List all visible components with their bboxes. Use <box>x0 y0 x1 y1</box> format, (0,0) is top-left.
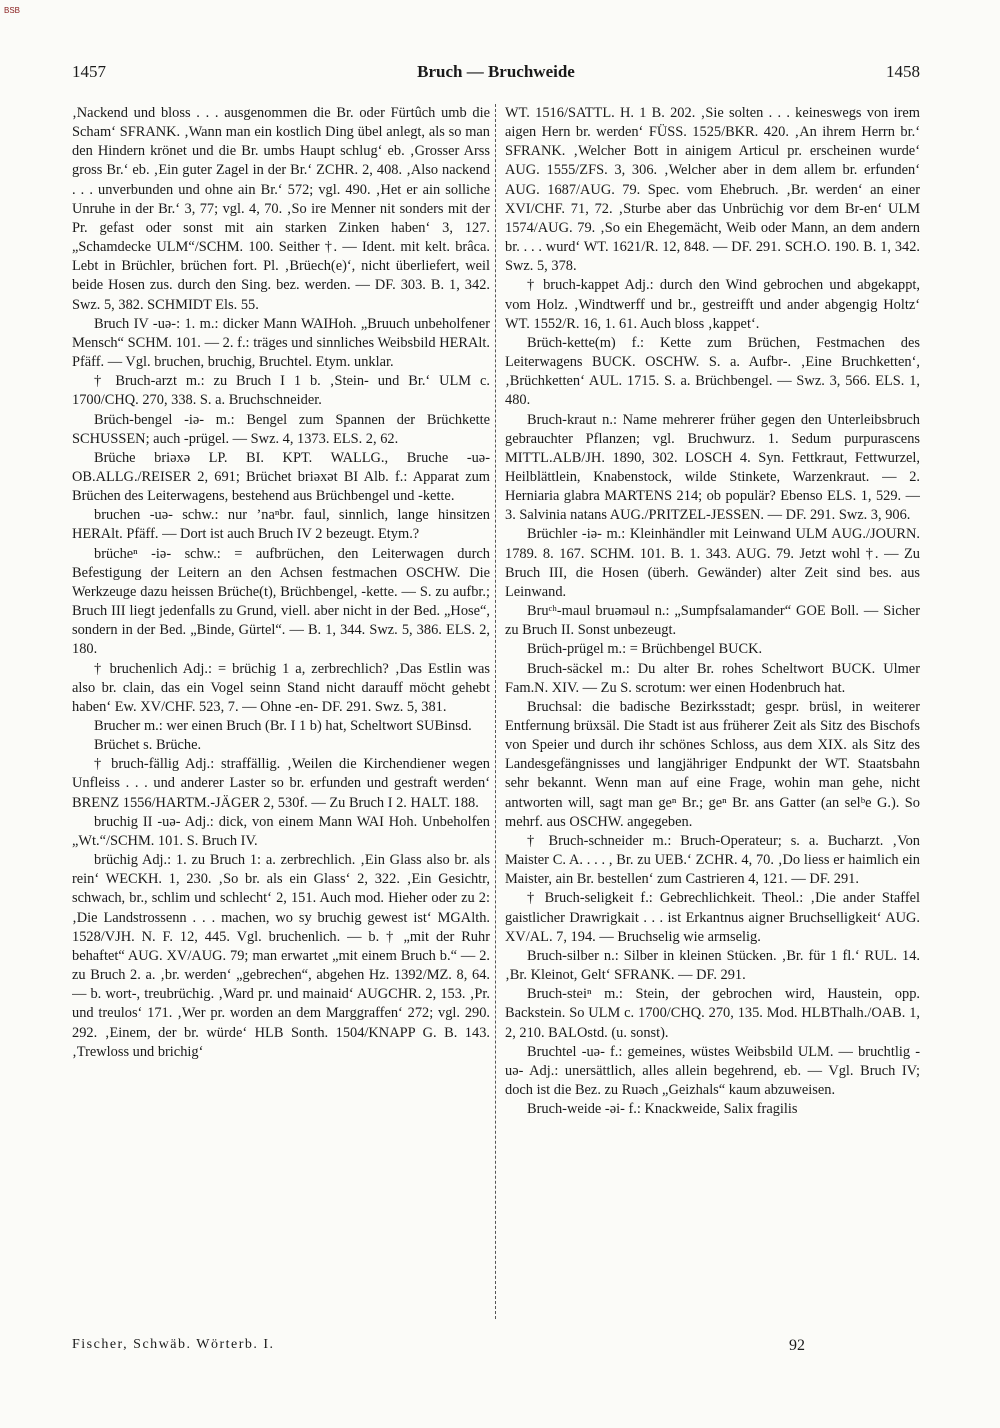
dictionary-entry: Bruch-steiⁿ m.: Stein, der gebrochen wird, Haustein, opp. Backstein. So ULM c. 1700/CHQ. 270, 135. Mod. HLBThalh./OAB. 1, 2, 210. BALOstd. (u. sonst). <box>505 986 920 1041</box>
library-stamp: BSB <box>4 6 21 15</box>
dictionary-entry: † Bruch-seligkeit f.: Gebrechlichkeit. Theol.: ‚Die ander Staffel gaistlicher Drawrigkait . . . ist Erkantnus aigner Bruchselligkeit‘ AUG. XV/AL. 7, 194. — Bruchselig wie armselig. <box>505 890 920 945</box>
dictionary-entry: † bruch-kappet Adj.: durch den Wind gebrochen und abgekappt, vom Holz. ‚Windtwerff und br., gestreifft und ander abgengig Holtz‘ WT. 1552/R. 16, 1. 61. Auch bloss ‚kappet‘. <box>505 277 920 332</box>
dictionary-entry: Bruch IV -uə-: 1. m.: dicker Mann WAIHoh. „Bruuch unbeholfener Mensch“ SCHM. 101. — 2. f.: träges und sinnliches Weibsbild HERAlt. Pfäff. — Vgl. bruchen, bruchig, Bruchtel. Etym. unklar. <box>72 315 490 371</box>
dictionary-entry: † bruchenlich Adj.: = brüchig 1 a, zerbrechlich? ‚Das Estlin was also br. clain, das ein Vogel seinn Stand nicht darauff möcht gehebt haben‘ Ew. XV/CHF. 523, 7. — Ohne -en- DF. 291. Swz. 5, 381. <box>72 660 490 715</box>
dictionary-entry: Brüchler -iə- m.: Kleinhändler mit Leinwand ULM AUG./JOURN. 1789. 8. 167. SCHM. 101. B. 1. 343. AUG. 79. Jetzt wohl †. — Zu Bruch III, die Hosen (überh. Gewänder) alter Zeit sind bes. aus Leinwand. <box>505 526 920 600</box>
dictionary-entry: Bruch-weide -əi- f.: Knackweide, Salix fragilis <box>527 1101 798 1118</box>
page-number-right: 1458 <box>886 62 920 81</box>
dictionary-entry: Bruchtel -uə- f.: gemeines, wüstes Weibsbild ULM. — bruchtlig -uə- Adj.: unersättlich, alles allein begehrend, eb. — Vgl. Bruch IV; doch ist die Bez. zu Ruəch „Geizhals“ kaum abzuweisen. <box>505 1043 920 1098</box>
dictionary-entry: † bruch-fällig Adj.: straffällig. ‚Weilen die Kirchendiener wegen Unfleiss . . . und anderer Laster so br. erfunden und gestraft werden‘ BRENZ 1556/HARTM.-JÄGER 2, 530f. — Zu Bruch I 2. HALT. 188. <box>72 756 490 811</box>
page-number-left: 1457 <box>72 62 106 81</box>
dictionary-entry: WT. 1516/SATTL. H. 1 B. 202. ‚Sie solten . . . keineswegs von irem aigen Hern br. werden‘ FÜSS. 1525/BKR. 420. ‚An ihrem Herrn br.‘ SFRANK. ‚Welcher Bott in ainigem Articul pr. erscheinen wurde‘ AUG. 1555/ZFS. 3, 306. ‚Welcher aber in dem allem br. erfunden‘ AUG. 1687/AUG. 79. Spec. vom Ehebruch. ‚Br. werden‘ an einer XVI/CHF. 71, 72. ‚Sturbe aber das Unbrüchig vor dem Br-en‘ ULM 1574/AUG. 79. ‚So ein Ehegemächt, Weib oder Mann, an dem andern br. . . . wurd‘ WT. 1621/R. 12, 848. — DF. 291. SCH.O. 190. B. 1, 342. Swz. 5, 378. <box>505 105 920 275</box>
dictionary-entry: Bruchsal: die badische Bezirksstadt; gespr. brüsl, in weiterer Entfernung brüxsäl. Die Stadt ist aus früherer Zeit als Sitz des Bischofs von Speier und durch ihr schönes Schloss, aus dem XIX. als Sitz des Landesgefängnisses und langjähriger Endpunkt der WT. Staatsbahn sehr bekannt. Wenn man auf eine Frage, wohin man gehe, nicht antworten will, sagt man geⁿ Br.; geⁿ Br. ans Gatter (an selᵇe G.). So mehrf. aus OSCHW. angegeben. <box>505 698 920 830</box>
dictionary-entry: bruchig II -uə- Adj.: dick, von einem Mann WAI Hoh. Unbeholfen „Wt.“/SCHM. 101. S. Bruch IV. <box>72 813 490 849</box>
dictionary-entry: Bruch-säckel m.: Du alter Br. rohes Scheltwort BUCK. Ulmer Fam.N. XIV. — Zu S. scrotum: wer einen Hodenbruch hat. <box>505 660 920 696</box>
dictionary-entry: ‚Nackend und bloss . . . ausgenommen die Br. oder Fürtûch umb die Scham‘ SFRANK. ‚Wann man ein kostlich Ding übel anlegt, als so man den Hindern krönet und die Br. umbs Haupt schlug‘ eb. ‚Grosser Arss gross Br.‘ eb. ‚Ein guter Zagel in der Br.‘ ZCHR. 2, 408. ‚Also nackend . . . unverbunden und ohne ain Br.‘ 572; vgl. 490. ‚Het er ain solliche Unruhe in der Br.‘ 3, 77; vgl. 4, 70. ‚So ire Menner nit sonders mit der Pr. gefast oder sonst mit ain starken Zinken haben‘ 3, 127. „Schamdecke ULM“/SCHM. 100. Seither †. — Ident. mit kelt. brâca. Lebt in Brüchler, brüchen fort. Pl. ‚Brüech(e)‘, nicht überliefert, weil beide Hosen zus. durch den Sing. bez. werden. — DF. 303. B. 1, 342. Swz. 5, 382. SCHMIDT Els. 55. <box>72 105 490 313</box>
sheet-number: 92 <box>789 1337 805 1354</box>
dictionary-entry: Brüch-kette(m) f.: Kette zum Brüchen, Festmachen des Leiterwagens BUCK. OSCHW. S. a. Aufbr-. ‚Eine Bruchketten‘, ‚Brüchketten‘ AUL. 1715. S. a. Brüchbengel. — Swz. 3, 566. ELS. 1, 480. <box>505 334 920 409</box>
dictionary-entry: Bruch-silber n.: Silber in kleinen Stücken. ‚Br. für 1 fl.‘ RUL. 14. ‚Br. Kleinot, Gelt‘ SFRANK. — DF. 291. <box>505 947 920 984</box>
dictionary-entry: bruchen -uə- schw.: nur ’naⁿbr. faul, sinnlich, lange hinsitzen HERAlt. Pfäff. — Dort ist auch Bruch IV 2 bezeugt. Etym.? <box>72 507 490 543</box>
dictionary-entry: Brüch-bengel -iə- m.: Bengel zum Spannen der Brüchkette SCHUSSEN; auch -prügel. — Swz. 4, 1373. ELS. 2, 62. <box>72 411 490 447</box>
page-header <box>72 62 920 84</box>
dictionary-entry: Bruᶜʰ-maul bruəməul n.: „Sumpfsalamander“ GOE Boll. — Sicher zu Bruch II. Sonst unbezeugt. <box>505 603 920 639</box>
dictionary-entry: † Bruch-arzt m.: zu Bruch I 1 b. ‚Stein- und Br.‘ ULM c. 1700/CHQ. 270, 338. S. a. Bruchschneider. <box>72 373 490 409</box>
left-column <box>72 104 490 1304</box>
dictionary-entry: Bruch-kraut n.: Name mehrerer früher gegen den Unterleibsbruch gebrauchter Pflanzen; vgl. Bruchwurz. 1. Sedum purpurascens MITTL.ALB/JH. 1890, 302. LOSCH 4. Syn. Fettkraut, Fettwurzel, Heilblättlein, Knabenstock, wilde Stinkete, Warzenkraut. — 2. Herniaria glabra MARTENS 214; ob populär? Ebenso ELS. 1, 529. — 3. Salvinia natans AUG./PRITZEL-JESSEN. — DF. 291. Swz. 3, 906. <box>505 411 920 524</box>
dictionary-entry: † Bruch-schneider m.: Bruch-Operateur; s. a. Bucharzt. ‚Von Maister C. A. . . . , Br. zu UEB.‘ ZCHR. 4, 70. ‚Do liess er haimlich ein Maister, ain Br. bestellen‘ zum Castrieren 4, 121. — DF. 291. <box>505 832 920 888</box>
running-title: Bruch — Bruchweide <box>417 62 575 81</box>
column-separator <box>495 104 496 1319</box>
source-citation: Fischer, Schwäb. Wörterb. I. <box>72 1337 275 1352</box>
dictionary-entry: Brüchet s. Brüche. <box>94 737 202 754</box>
dictionary-entry: Brucher m.: wer einen Bruch (Br. I 1 b) hat, Scheltwort SUBinsd. <box>94 718 472 734</box>
dictionary-entry: Brüch-prügel m.: = Brüchbengel BUCK. <box>527 641 763 658</box>
dictionary-entry: brücheⁿ -iə- schw.: = aufbrüchen, den Leiterwagen durch Befestigung der Leitern an den Achsen festmachen OSCHW. Die Werkzeuge dazu heissen Brüche(t), Brüchbengel, -kette. — S. zu aufbr.; Bruch III liegt jedenfalls zu Grund, viell. aber nicht in der Bed. „Hose“, sondern in der Bed. „Binde, Gürtel“. — B. 1, 344. Swz. 5, 386. ELS. 2, 180. <box>72 545 490 658</box>
right-column <box>505 104 920 1304</box>
page-footer <box>72 1337 920 1359</box>
dictionary-entry: Brüche briəxə LP. BI. KPT. WALLG., Bruche -uə- OB.ALLG./REISER 2, 691; Brüchet briəxət BI Alb. f.: Apparat zum Brüchen des Leiterwagens, bestehend aus Brüchbengel und -kette. <box>72 449 490 505</box>
dictionary-entry: brüchig Adj.: 1. zu Bruch 1: a. zerbrechlich. ‚Ein Glass also br. als rein‘ WECKH. 1, 230. ‚So br. als ein Glass‘ 2, 322. ‚Ein Gesichtr, schwach, br., schlim und schlecht‘ 2, 151. Auch mod. Hieher oder zu 2: ‚Die Landstrossenn . . . machen, wo sy bruchig gewest ist‘ MGAlth. 1528/VJH. N. F. 12, 445. Vgl. bruchenlich. — b. † „mit der Ruhr behaftet“ AUG. XV/AUG. 79; man erwartet „mit einem Bruch b.“ — 2. zu Bruch 2. a. ‚br. werden‘ „gebrechen“, abgehen Hz. 1392/MZ. 8, 64. — b. wort-, treubrüchig. ‚Ward pr. und mainaid‘ AUGCHR. 2, 153. ‚Pr. und treulos‘ 171. ‚Wer pr. worden an dem Marggraffen‘ 272; vgl. 290. 292. ‚Einem, der br. würde‘ HLB Sonth. 1504/KNAPP G. B. 143. ‚Trewloss und brichig‘ <box>72 852 490 1060</box>
